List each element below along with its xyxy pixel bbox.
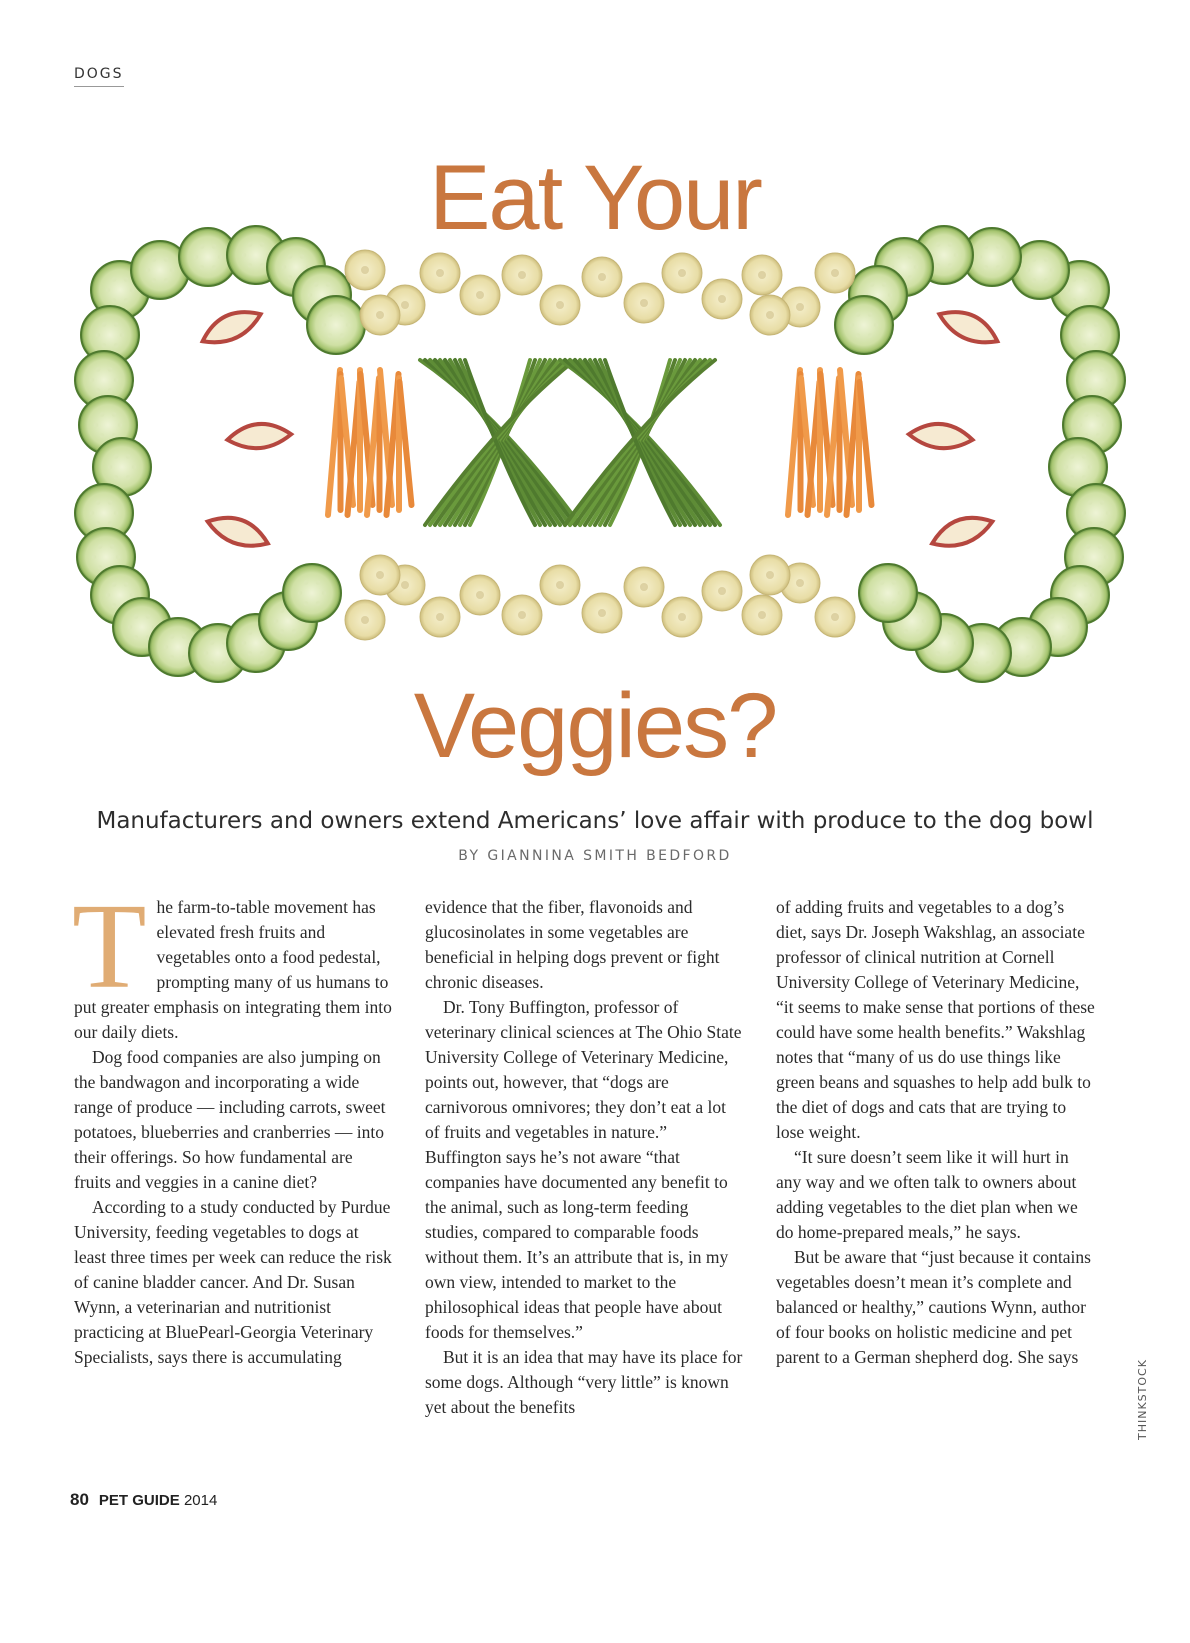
banana-slice bbox=[582, 257, 622, 297]
apple-slice bbox=[928, 509, 996, 553]
banana-slice bbox=[420, 253, 460, 293]
banana-slice bbox=[460, 275, 500, 315]
photo-credit: THINKSTOCK bbox=[1136, 1359, 1149, 1440]
paragraph: Dog food companies are also jumping on the bandwagon and incorporating a wide range of produce — including carrots, sweet potatoes, blueberries and cranberries — into their offerings. So how fundamental are fruits and veggies in a canine diet? bbox=[74, 1047, 386, 1192]
publication-name: PET GUIDE bbox=[98, 1492, 180, 1509]
cucumber-slice bbox=[283, 564, 341, 622]
paragraph: of adding fruits and vegetables to a dog’s diet, says Dr. Joseph Wakshlag, an associate professor of clinical nutrition at Cornell University College of Veterinary Medicine, “it seems to make sense that portions of these could have some health benefits.” Wakshlag notes that “many of us do use things like green beans and squashes to help add bulk to the diet of dogs and cats that are trying to lose weight. bbox=[776, 897, 1095, 1142]
page-footer bbox=[70, 1490, 217, 1510]
banana-slice bbox=[662, 597, 702, 637]
banana-slice bbox=[502, 595, 542, 635]
article-column-3 bbox=[776, 895, 1098, 1370]
green-beans bbox=[420, 360, 720, 525]
cucumber-slice bbox=[859, 564, 917, 622]
title-line-2: Veggies? bbox=[413, 675, 777, 777]
paragraph: But it is an idea that may have its place for some dogs. Although “very little” is known yet about the benefits bbox=[425, 1347, 743, 1417]
paragraph: But be aware that “just because it contains vegetables doesn’t mean it’s complete and balanced or healthy,” cautions Wynn, author of four books on holistic medicine and pet parent to a German shepherd dog. She says bbox=[776, 1247, 1091, 1367]
banana-slice bbox=[815, 597, 855, 637]
banana-slice bbox=[460, 575, 500, 615]
apple-slice bbox=[204, 509, 272, 553]
banana-slice bbox=[540, 565, 580, 605]
apple-slice bbox=[908, 421, 974, 450]
paragraph: “It sure doesn’t seem like it will hurt in any way and we often talk to owners about adding vegetables to the diet plan when we do home-prepared meals,” he says. bbox=[776, 1147, 1078, 1242]
banana-slice bbox=[702, 279, 742, 319]
cucumber-slice bbox=[835, 296, 893, 354]
banana-slice bbox=[750, 555, 790, 595]
page-number: 80 bbox=[70, 1490, 89, 1509]
byline: BY GIANNINA SMITH BEDFORD bbox=[458, 848, 732, 864]
apple-slice bbox=[935, 302, 1003, 351]
banana-slice bbox=[420, 597, 460, 637]
subtitle: Manufacturers and owners extend Americans’ love affair with produce to the dog bowl bbox=[96, 808, 1094, 834]
banana-slice bbox=[582, 593, 622, 633]
paragraph: According to a study conducted by Purdue University, feeding vegetables to dogs at least three times per week can reduce the risk of canine bladder cancer. And Dr. Susan Wynn, a veterinarian and nutritionist practicing at BluePearl-Georgia Veterinary Specialists, says there is accumulating bbox=[74, 1197, 392, 1367]
paragraph: evidence that the fiber, flavonoids and glucosinolates in some vegetables are beneficial in helping dogs prevent or fight chronic diseases. bbox=[425, 897, 720, 992]
veggie-bone-illustration bbox=[60, 195, 1140, 705]
banana-slice bbox=[742, 255, 782, 295]
cucumber-slice bbox=[307, 296, 365, 354]
banana-slice bbox=[345, 600, 385, 640]
title-line-1: Eat Your bbox=[429, 147, 761, 249]
banana-slice bbox=[360, 295, 400, 335]
banana-slice bbox=[502, 255, 542, 295]
paragraph-text: he farm-to-table movement has elevated fresh fruits and vegetables onto a food pedestal, prompting many of us humans to put greater emphasis on integrating them into our daily diets. bbox=[74, 897, 392, 1042]
banana-slice bbox=[742, 595, 782, 635]
section-tag: DOGS bbox=[74, 66, 124, 87]
publication-year: 2014 bbox=[183, 1492, 218, 1509]
banana-slices bbox=[345, 250, 855, 640]
banana-slice bbox=[624, 567, 664, 607]
apple-slice bbox=[226, 421, 292, 450]
banana-slice bbox=[345, 250, 385, 290]
banana-slice bbox=[702, 571, 742, 611]
banana-slice bbox=[540, 285, 580, 325]
article-column-1 bbox=[72, 879, 392, 1370]
drop-cap: T bbox=[72, 879, 147, 1014]
paragraph bbox=[72, 879, 392, 1045]
apple-slice bbox=[197, 302, 265, 351]
banana-slice bbox=[815, 253, 855, 293]
banana-slice bbox=[360, 555, 400, 595]
banana-slice bbox=[662, 253, 702, 293]
banana-slice bbox=[624, 283, 664, 323]
banana-slice bbox=[750, 295, 790, 335]
paragraph: Dr. Tony Buffington, professor of veterinary clinical sciences at The Ohio State University College of Veterinary Medicine, points out, however, that “dogs are carnivorous omnivores; they don’t eat a lot of fruits and vegetables in nature.” Buffington says he’s not aware “that companies have documented any benefit to the animal, such as long-term feeding studies, compared to comparable foods without them. It’s an attribute that is, in my own view, intended to market to the philosophical ideas that people have about foods for themselves.” bbox=[425, 997, 742, 1342]
article-column-2 bbox=[425, 895, 743, 1420]
